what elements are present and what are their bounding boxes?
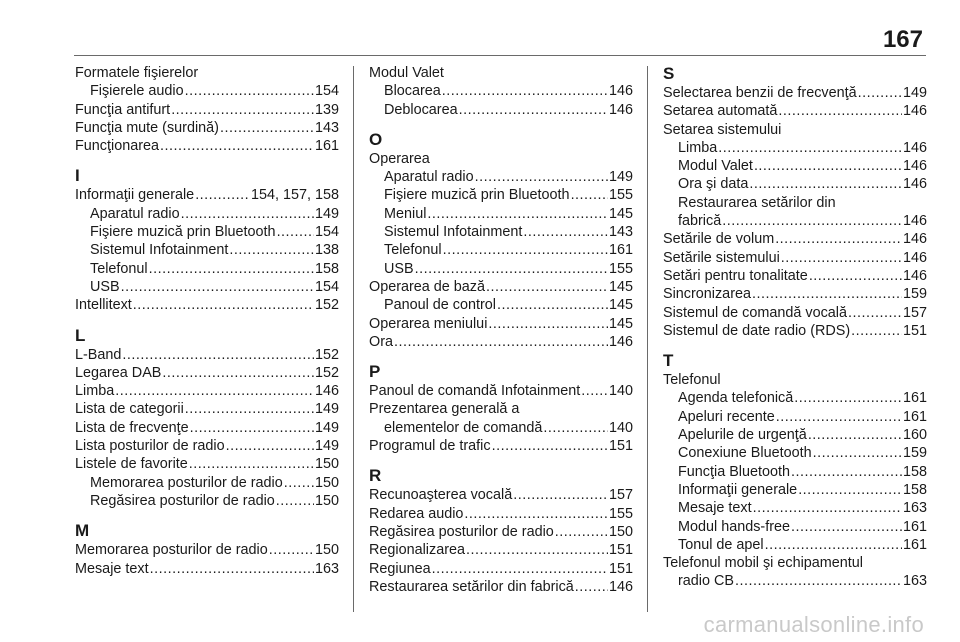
page-number: 167	[882, 26, 923, 53]
entry-term: fabrică	[678, 213, 722, 230]
entry-term: Informaţii generale	[678, 481, 798, 498]
index-subentry	[75, 474, 339, 492]
index-subentry	[369, 82, 633, 100]
page-reference: 157	[902, 304, 927, 321]
index-subentry	[663, 212, 927, 230]
dot-leader	[458, 101, 608, 119]
index-heading: Operarea	[369, 150, 430, 167]
dot-leader	[188, 455, 314, 473]
page-reference: 152	[314, 364, 339, 381]
entry-term: Redarea audio	[369, 505, 464, 522]
section-letter: P	[369, 362, 381, 382]
dot-leader	[808, 267, 902, 285]
index-subentry	[663, 408, 927, 426]
entry-term: Setările de volum	[663, 231, 775, 248]
entry-term: Mesaje text	[75, 560, 149, 577]
index-entry	[663, 304, 927, 322]
index-subentry	[369, 205, 633, 223]
index-list	[369, 64, 633, 596]
page-reference: 161	[314, 138, 339, 155]
page-reference: 149	[314, 419, 339, 436]
index-subentry	[75, 492, 339, 510]
page-reference: 158	[902, 481, 927, 498]
dot-leader	[170, 101, 314, 119]
page-reference: 149	[314, 401, 339, 418]
dot-leader	[194, 186, 250, 204]
dot-leader	[777, 102, 902, 120]
entry-term: Legarea DAB	[75, 364, 162, 381]
index-entry	[369, 333, 633, 351]
entry-term: Regiunea	[369, 560, 431, 577]
page-reference: 138	[314, 242, 339, 259]
entry-term: Conexiune Bluetooth	[678, 445, 812, 462]
dot-leader	[847, 304, 902, 322]
dot-leader	[570, 186, 608, 204]
entry-term: Apeluri recente	[678, 408, 775, 425]
dot-leader	[189, 419, 314, 437]
dot-leader	[522, 223, 608, 241]
dot-leader	[159, 137, 314, 155]
page-reference: 145	[608, 297, 633, 314]
entry-term: Recunoaşterea vocală	[369, 487, 513, 504]
index-subentry	[663, 426, 927, 444]
page-reference: 151	[608, 438, 633, 455]
index-entry	[75, 346, 339, 364]
dot-leader	[228, 241, 314, 259]
entry-term: Setările sistemului	[663, 249, 780, 266]
page-reference: 146	[902, 231, 927, 248]
index-entry	[75, 137, 339, 155]
index-subentry	[369, 260, 633, 278]
entry-term: Telefonul	[384, 242, 442, 259]
entry-term: Restaurarea setărilor din fabrică	[369, 578, 574, 595]
dot-leader	[580, 382, 608, 400]
dot-leader	[474, 168, 608, 186]
index-column-1	[75, 64, 339, 578]
index-entry	[369, 505, 633, 523]
entry-term: Funcţia antifurt	[75, 101, 171, 118]
entry-term: Agenda telefonică	[678, 390, 794, 407]
dot-leader	[463, 505, 608, 523]
index-entry	[75, 437, 339, 455]
index-entry	[75, 455, 339, 473]
dot-leader	[426, 205, 608, 223]
dot-leader	[275, 492, 314, 510]
index-entry	[75, 364, 339, 382]
index-entry	[75, 541, 339, 559]
index-subentry	[75, 278, 339, 296]
page-reference: 159	[902, 445, 927, 462]
entry-term: Fişiere muzică prin Bluetooth	[384, 187, 570, 204]
page-reference: 150	[314, 456, 339, 473]
page-reference: 151	[608, 542, 633, 559]
index-list	[75, 64, 339, 578]
index-entry	[663, 267, 927, 285]
section-letter: O	[369, 129, 383, 149]
dot-leader	[753, 157, 902, 175]
dot-leader	[574, 578, 608, 596]
page-reference: 149	[608, 169, 633, 186]
page-reference: 152	[314, 297, 339, 314]
dot-leader	[184, 82, 314, 100]
entry-term: Regăsirea posturilor de radio	[369, 523, 554, 540]
column-divider-left	[353, 66, 354, 612]
index-entry	[663, 322, 927, 340]
entry-term: Programul de trafic	[369, 438, 491, 455]
entry-term: Fişierele audio	[90, 83, 184, 100]
page-reference: 146	[608, 333, 633, 350]
page-reference: 152	[314, 346, 339, 363]
dot-leader	[491, 437, 608, 455]
index-subentry	[663, 536, 927, 554]
page-reference: 158	[902, 463, 927, 480]
index-heading: Modul Valet	[369, 65, 444, 81]
index-subentry	[663, 499, 927, 517]
index-subheading: Restaurarea setărilor din	[678, 194, 836, 211]
index-subentry	[663, 389, 927, 407]
index-heading: Formatele fişierelor	[75, 65, 199, 81]
entry-term: Memorarea posturilor de radio	[90, 474, 283, 491]
entry-term: Funcţionarea	[75, 138, 159, 155]
dot-leader	[512, 486, 608, 504]
index-entry	[369, 578, 633, 596]
page-reference: 146	[902, 249, 927, 266]
page-reference: 140	[608, 383, 633, 400]
index-heading: Setarea sistemului	[663, 121, 782, 138]
index-list	[663, 64, 927, 591]
entry-term: Lista de frecvenţe	[75, 419, 189, 436]
page-reference: 161	[902, 536, 927, 553]
entry-term: Lista posturilor de radio	[75, 438, 225, 455]
dot-leader	[748, 175, 902, 193]
page-reference: 158	[314, 260, 339, 277]
index-entry	[663, 84, 927, 102]
dot-leader	[807, 426, 902, 444]
index-subentry	[369, 296, 633, 314]
dot-leader	[268, 541, 314, 559]
watermark: carmanualsonline.info	[703, 612, 924, 637]
dot-leader	[121, 346, 314, 364]
entry-term: Tonul de apel	[678, 536, 764, 553]
entry-term: radio CB	[678, 573, 734, 590]
dot-leader	[780, 249, 902, 267]
dot-leader	[393, 333, 608, 351]
dot-leader	[148, 260, 314, 278]
dot-leader	[283, 474, 314, 492]
dot-leader	[114, 382, 314, 400]
entry-term: Sistemul de comandă vocală	[663, 304, 847, 321]
page-reference: 146	[608, 101, 633, 118]
index-column-2	[369, 64, 633, 596]
index-subentry	[75, 82, 339, 100]
index-entry	[75, 186, 339, 204]
page-reference: 161	[902, 518, 927, 535]
entry-term: Setări pentru tonalitate	[663, 267, 808, 284]
section-letter: L	[75, 325, 86, 345]
section-letter: M	[75, 521, 90, 541]
dot-leader	[496, 296, 608, 314]
section-letter: I	[75, 166, 80, 186]
index-subentry	[663, 444, 927, 462]
entry-term: Setarea automată	[663, 103, 778, 120]
page-reference: 154	[314, 224, 339, 241]
dot-leader	[225, 437, 314, 455]
dot-leader	[857, 84, 902, 102]
page-reference: 160	[902, 427, 927, 444]
section-letter: R	[369, 466, 382, 486]
page-reference: 146	[902, 176, 927, 193]
entry-term: elementelor de comandă	[384, 419, 543, 436]
entry-term: Modul hands-free	[678, 518, 790, 535]
page-reference: 150	[314, 474, 339, 491]
entry-term: Modul Valet	[678, 158, 753, 175]
dot-leader	[487, 315, 608, 333]
entry-term: Limba	[75, 383, 115, 400]
index-subentry	[75, 241, 339, 259]
page-reference: 155	[608, 260, 633, 277]
section-letter: T	[663, 351, 674, 371]
entry-term: Ora şi data	[678, 176, 749, 193]
entry-term: USB	[384, 260, 414, 277]
page-reference: 146	[902, 103, 927, 120]
index-entry	[369, 437, 633, 455]
entry-term: Panoul de control	[384, 297, 497, 314]
index-entry	[369, 278, 633, 296]
index-subentry	[369, 101, 633, 119]
page-reference: 150	[608, 523, 633, 540]
page-reference: 145	[608, 205, 633, 222]
dot-leader	[554, 523, 608, 541]
page-reference: 157	[608, 487, 633, 504]
dot-leader	[764, 536, 902, 554]
index-entry	[369, 523, 633, 541]
page-reference: 159	[902, 286, 927, 303]
entry-term: USB	[90, 278, 120, 295]
header-rule	[74, 55, 926, 56]
index-entry	[75, 119, 339, 137]
dot-leader	[485, 278, 608, 296]
entry-term: Memorarea posturilor de radio	[75, 542, 268, 559]
page-reference: 146	[608, 83, 633, 100]
index-column-3	[663, 64, 927, 591]
index-subentry	[663, 518, 927, 536]
index-subentry	[663, 463, 927, 481]
page-reference: 149	[902, 85, 927, 101]
index-entry	[75, 419, 339, 437]
index-heading: Telefonul mobil şi echipamentul	[663, 555, 863, 572]
entry-term: Fişiere muzică prin Bluetooth	[90, 224, 276, 241]
index-heading: Prezentarea generală a	[369, 401, 520, 418]
dot-leader	[790, 463, 902, 481]
dot-leader	[431, 560, 608, 578]
index-subentry	[663, 139, 927, 157]
entry-term: Panoul de comandă Infotainment	[369, 383, 581, 400]
entry-term: Mesaje text	[678, 500, 752, 517]
entry-term: Lista de categorii	[75, 401, 184, 418]
entry-term: Operarea de bază	[369, 278, 486, 295]
index-subentry	[663, 157, 927, 175]
page-reference: 163	[902, 500, 927, 517]
index-entry	[663, 285, 927, 303]
dot-leader	[276, 223, 314, 241]
index-entry	[369, 541, 633, 559]
index-entry	[369, 315, 633, 333]
index-entry	[75, 560, 339, 578]
dot-leader	[442, 241, 608, 259]
dot-leader	[793, 389, 902, 407]
dot-leader	[161, 364, 314, 382]
entry-term: Funcţia mute (surdină)	[75, 119, 219, 136]
page-reference: 155	[608, 187, 633, 204]
entry-term: Telefonul	[90, 260, 148, 277]
index-subentry	[663, 481, 927, 499]
dot-leader	[219, 119, 314, 137]
dot-leader	[149, 560, 314, 578]
column-divider-right	[647, 66, 648, 612]
index-entry	[663, 249, 927, 267]
dot-leader	[774, 230, 902, 248]
page-reference: 163	[902, 573, 927, 590]
index-subentry	[369, 419, 633, 437]
page-reference: 149	[314, 205, 339, 222]
page-reference: 161	[902, 390, 927, 407]
page-reference: 139	[314, 101, 339, 118]
page-reference: 150	[314, 492, 339, 509]
page-reference: 161	[902, 408, 927, 425]
page-reference: 143	[314, 119, 339, 136]
index-entry	[75, 400, 339, 418]
index-subentry	[369, 186, 633, 204]
page-reference: 149	[314, 438, 339, 455]
index-subentry	[75, 223, 339, 241]
page-reference: 146	[608, 578, 633, 595]
dot-leader	[414, 260, 608, 278]
entry-term: Funcţia Bluetooth	[678, 463, 790, 480]
entry-term: L-Band	[75, 346, 122, 363]
dot-leader	[850, 322, 902, 340]
dot-leader	[734, 572, 902, 590]
entry-term: Aparatul radio	[384, 169, 474, 186]
index-subentry	[663, 572, 927, 590]
page-reference: 150	[314, 542, 339, 559]
dot-leader	[721, 212, 902, 230]
page-reference: 151	[902, 322, 927, 339]
page-reference: 143	[608, 224, 633, 241]
dot-leader	[465, 541, 608, 559]
page-reference: 154	[314, 278, 339, 295]
page-reference: 161	[608, 242, 633, 259]
dot-leader	[120, 278, 314, 296]
entry-term: Regionalizarea	[369, 542, 465, 559]
page-reference: 146	[902, 213, 927, 230]
page-reference: 145	[608, 315, 633, 332]
index-entry	[75, 101, 339, 119]
dot-leader	[184, 400, 314, 418]
entry-term: Apelurile de urgenţă	[678, 427, 807, 444]
entry-term: Selectarea benzii de frecvenţă	[663, 85, 857, 101]
dot-leader	[132, 296, 314, 314]
dot-leader	[790, 518, 902, 536]
page-reference: 146	[902, 267, 927, 284]
page-reference: 146	[314, 383, 339, 400]
entry-term: Blocarea	[384, 83, 441, 100]
index-entry	[369, 486, 633, 504]
index-subentry	[75, 205, 339, 223]
entry-term: Regăsirea posturilor de radio	[90, 492, 275, 509]
entry-term: Sistemul de date radio (RDS)	[663, 322, 851, 339]
entry-term: Sincronizarea	[663, 286, 751, 303]
dot-leader	[751, 285, 902, 303]
dot-leader	[717, 139, 902, 157]
page-reference: 146	[902, 139, 927, 156]
index-entry	[75, 382, 339, 400]
entry-term: Aparatul radio	[90, 205, 180, 222]
entry-term: Operarea meniului	[369, 315, 488, 332]
index-heading: Telefonul	[663, 372, 721, 389]
entry-term: Listele de favorite	[75, 456, 188, 473]
page-reference: 154, 157, 158	[250, 187, 339, 204]
page-reference: 140	[608, 419, 633, 436]
entry-term: Sistemul Infotainment	[384, 224, 523, 241]
index-entry	[369, 560, 633, 578]
entry-term: Limba	[678, 139, 718, 156]
dot-leader	[775, 408, 902, 426]
index-entry	[75, 296, 339, 314]
entry-term: Informaţii generale	[75, 187, 195, 204]
section-letter: S	[663, 64, 675, 83]
dot-leader	[797, 481, 902, 499]
entry-term: Ora	[369, 333, 393, 350]
index-entry	[369, 382, 633, 400]
dot-leader	[180, 205, 314, 223]
index-entry	[663, 102, 927, 120]
index-subentry	[369, 241, 633, 259]
dot-leader	[542, 419, 608, 437]
page-reference: 163	[314, 560, 339, 577]
index-subentry	[369, 168, 633, 186]
entry-term: Intellitext	[75, 297, 132, 314]
index-subentry	[663, 175, 927, 193]
page-reference: 145	[608, 278, 633, 295]
entry-term: Sistemul Infotainment	[90, 242, 229, 259]
dot-leader	[441, 82, 608, 100]
page-reference: 151	[608, 560, 633, 577]
page-reference: 154	[314, 83, 339, 100]
index-subentry	[369, 223, 633, 241]
page-reference: 146	[902, 158, 927, 175]
dot-leader	[812, 444, 902, 462]
dot-leader	[752, 499, 902, 517]
entry-term: Meniul	[384, 205, 427, 222]
page-reference: 155	[608, 505, 633, 522]
entry-term: Deblocarea	[384, 101, 458, 118]
index-subentry	[75, 260, 339, 278]
index-entry	[663, 230, 927, 248]
